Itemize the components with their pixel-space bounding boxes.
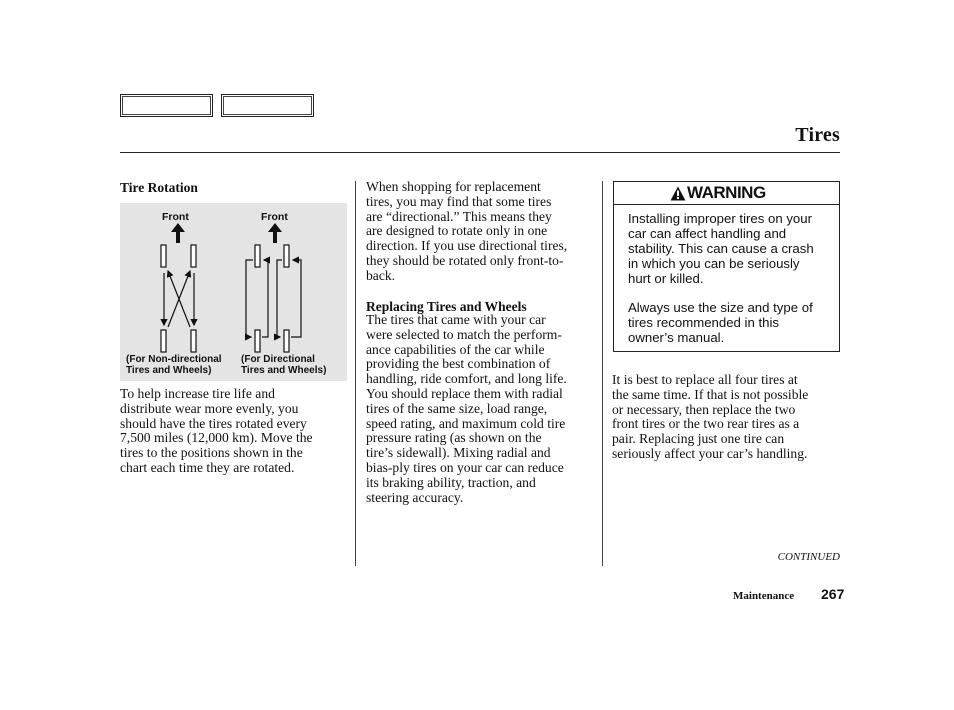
- tire-left-front-right: [191, 245, 196, 267]
- front-label-left: Front: [162, 211, 189, 223]
- footer-section: Maintenance: [733, 590, 795, 602]
- warning-header: [614, 182, 839, 205]
- front-label-right: Front: [261, 211, 288, 223]
- tire-rotation-diagram: [120, 203, 347, 381]
- tire-rotation-heading: Tire Rotation: [120, 180, 198, 195]
- nav-box-right[interactable]: [221, 94, 314, 117]
- page-title: Tires: [795, 124, 840, 146]
- warning-text-1: Installing improper tires on your car can affect handling and stability. This can cause a crash in which you can be seriously hurt or killed.: [628, 211, 814, 286]
- continued-label: CONTINUED: [777, 551, 840, 563]
- header-rule: [120, 152, 840, 153]
- replacing-tires-paragraph: The tires that came with your car were selected to match the perform- ance capabilities of the car while providing the best combination of handling, ride comfort, and long life. You should replace them with radial tires of the same size, load range, speed rating, and maximum cold tire pressure rating (as shown on the tire’s sidewall). Mixing radial and bias-ply tires on your car can reduce its braking ability, traction, and steering accuracy.: [366, 312, 567, 505]
- page-number: 267: [821, 586, 845, 602]
- front-arrow-left-icon: [171, 223, 185, 243]
- non-directional-arrows: [164, 271, 194, 327]
- nav-box-left[interactable]: [120, 94, 213, 117]
- warning-label: WARNING: [687, 183, 766, 202]
- tire-right-front-right: [284, 245, 289, 267]
- warning-text-2: Always use the size and type of tires recommended in this owner’s manual.: [628, 300, 813, 345]
- directional-pattern: [255, 245, 289, 352]
- tire-left-rear-right: [191, 330, 196, 352]
- warning-box: [613, 181, 840, 352]
- tire-left-rear-left: [161, 330, 166, 352]
- column-divider-1: [355, 181, 356, 566]
- directional-tires-paragraph: When shopping for replacement tires, you may find that some tires are “directional.” This means they are designed to rotate only in one direction. If you use directional tires, they should be rotated only front-to- back.: [366, 179, 568, 283]
- front-arrow-right-icon: [268, 223, 282, 243]
- tire-right-rear-left: [255, 330, 260, 352]
- replace-all-tires-paragraph: It is best to replace all four tires at the same time. If that is not possible or necessary, then replace the two front tires or the two rear tires as a pair. Replacing just one tire can seriously affect your car’s handling.: [612, 372, 809, 461]
- caption-non-directional: (For Non-directional Tires and Wheels): [126, 354, 222, 376]
- tire-rotation-paragraph: To help increase tire life and distribute wear more evenly, you should have the tires rotated every 7,500 miles (12,000 km). Move the tires to the positions shown in the chart each time they are rotated.: [120, 386, 313, 475]
- tire-left-front-left: [161, 245, 166, 267]
- column-divider-2: [602, 181, 603, 566]
- tire-right-front-left: [255, 245, 260, 267]
- tire-right-rear-right: [284, 330, 289, 352]
- caption-directional: (For Directional Tires and Wheels): [241, 354, 327, 376]
- replacing-tires-heading: Replacing Tires and Wheels: [366, 299, 527, 314]
- warning-triangle-icon: [670, 186, 686, 201]
- directional-arrows: [246, 260, 301, 337]
